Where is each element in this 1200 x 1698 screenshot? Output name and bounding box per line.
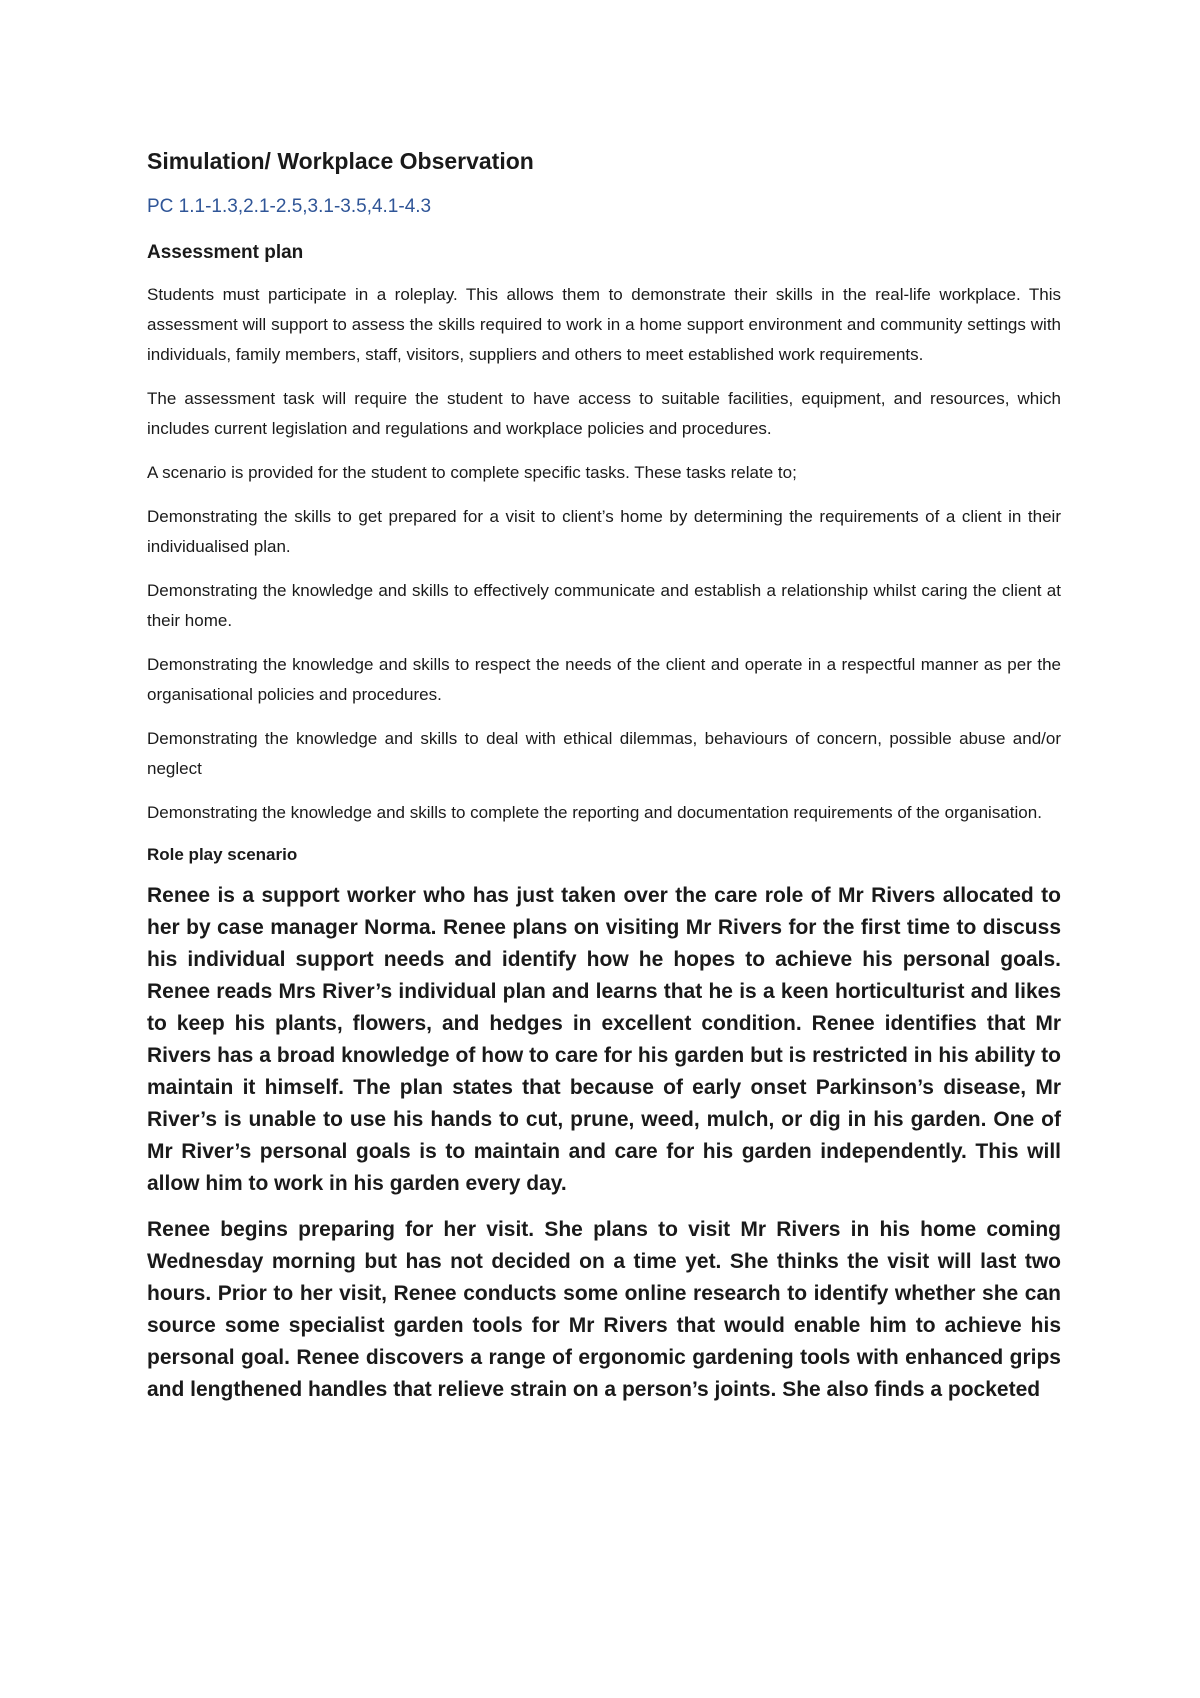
paragraph: Demonstrating the knowledge and skills to complete the reporting and documentation requirements of the organisation. [147, 803, 1042, 822]
assessment-plan-heading: Assessment plan [147, 242, 304, 263]
document-page [147, 146, 1061, 1420]
paragraph: Demonstrating the skills to get prepared for a visit to client’s home by determining the requirements of a client in their individualised plan. [147, 507, 1061, 556]
pc-reference: PC 1.1-1.3,2.1-2.5,3.1-3.5,4.1-4.3 [147, 196, 432, 217]
scenario-paragraph: Renee is a support worker who has just taken over the care role of Mr Rivers allocated to her by case manager Norma. Renee plans on visiting Mr Rivers for the first time to discuss his individual support needs and identify how he hopes to achieve his personal goals. Renee reads Mrs River’s individual plan and learns that he is a keen horticulturist and likes to keep his plants, flowers, and hedges in excellent condition. Renee identifies that Mr Rivers has a broad knowledge of how to care for his garden but is restricted in his ability to maintain it himself. The plan states that because of early onset Parkinson’s disease, Mr River’s is unable to use his hands to cut, prune, weed, mulch, or dig in his garden. One of Mr River’s personal goals is to maintain and care for his garden independently. This will allow him to work in his garden every day. [147, 884, 1061, 1195]
paragraph: The assessment task will require the student to have access to suitable facilities, equipment, and resources, which includes current legislation and regulations and workplace policies and procedures. [147, 389, 1061, 438]
page-title: Simulation/ Workplace Observation [147, 148, 534, 174]
scenario-paragraph: Renee begins preparing for her visit. She plans to visit Mr Rivers in his home coming Wednesday morning but has not decided on a time yet. She thinks the visit will last two hours. Prior to her visit, Renee conducts some online research to identify whether she can source some specialist garden tools for Mr Rivers that would enable him to achieve his personal goal. Renee discovers a range of ergonomic gardening tools with enhanced grips and lengthened handles that relieve strain on a person’s joints. She also finds a pocketed [147, 1218, 1061, 1401]
paragraph: A scenario is provided for the student to complete specific tasks. These tasks relate to; [147, 463, 797, 482]
paragraph: Demonstrating the knowledge and skills to respect the needs of the client and operate in a respectful manner as per the organisational policies and procedures. [147, 655, 1061, 704]
paragraph: Demonstrating the knowledge and skills to effectively communicate and establish a relationship whilst caring the client at their home. [147, 581, 1061, 630]
paragraph: Students must participate in a roleplay. This allows them to demonstrate their skills in the real-life workplace. This assessment will support to assess the skills required to work in a home support environment and community settings with individuals, family members, staff, visitors, suppliers and others to meet established work requirements. [147, 285, 1061, 364]
role-play-heading: Role play scenario [147, 845, 298, 864]
paragraph: Demonstrating the knowledge and skills to deal with ethical dilemmas, behaviours of concern, possible abuse and/or neglect [147, 729, 1061, 778]
